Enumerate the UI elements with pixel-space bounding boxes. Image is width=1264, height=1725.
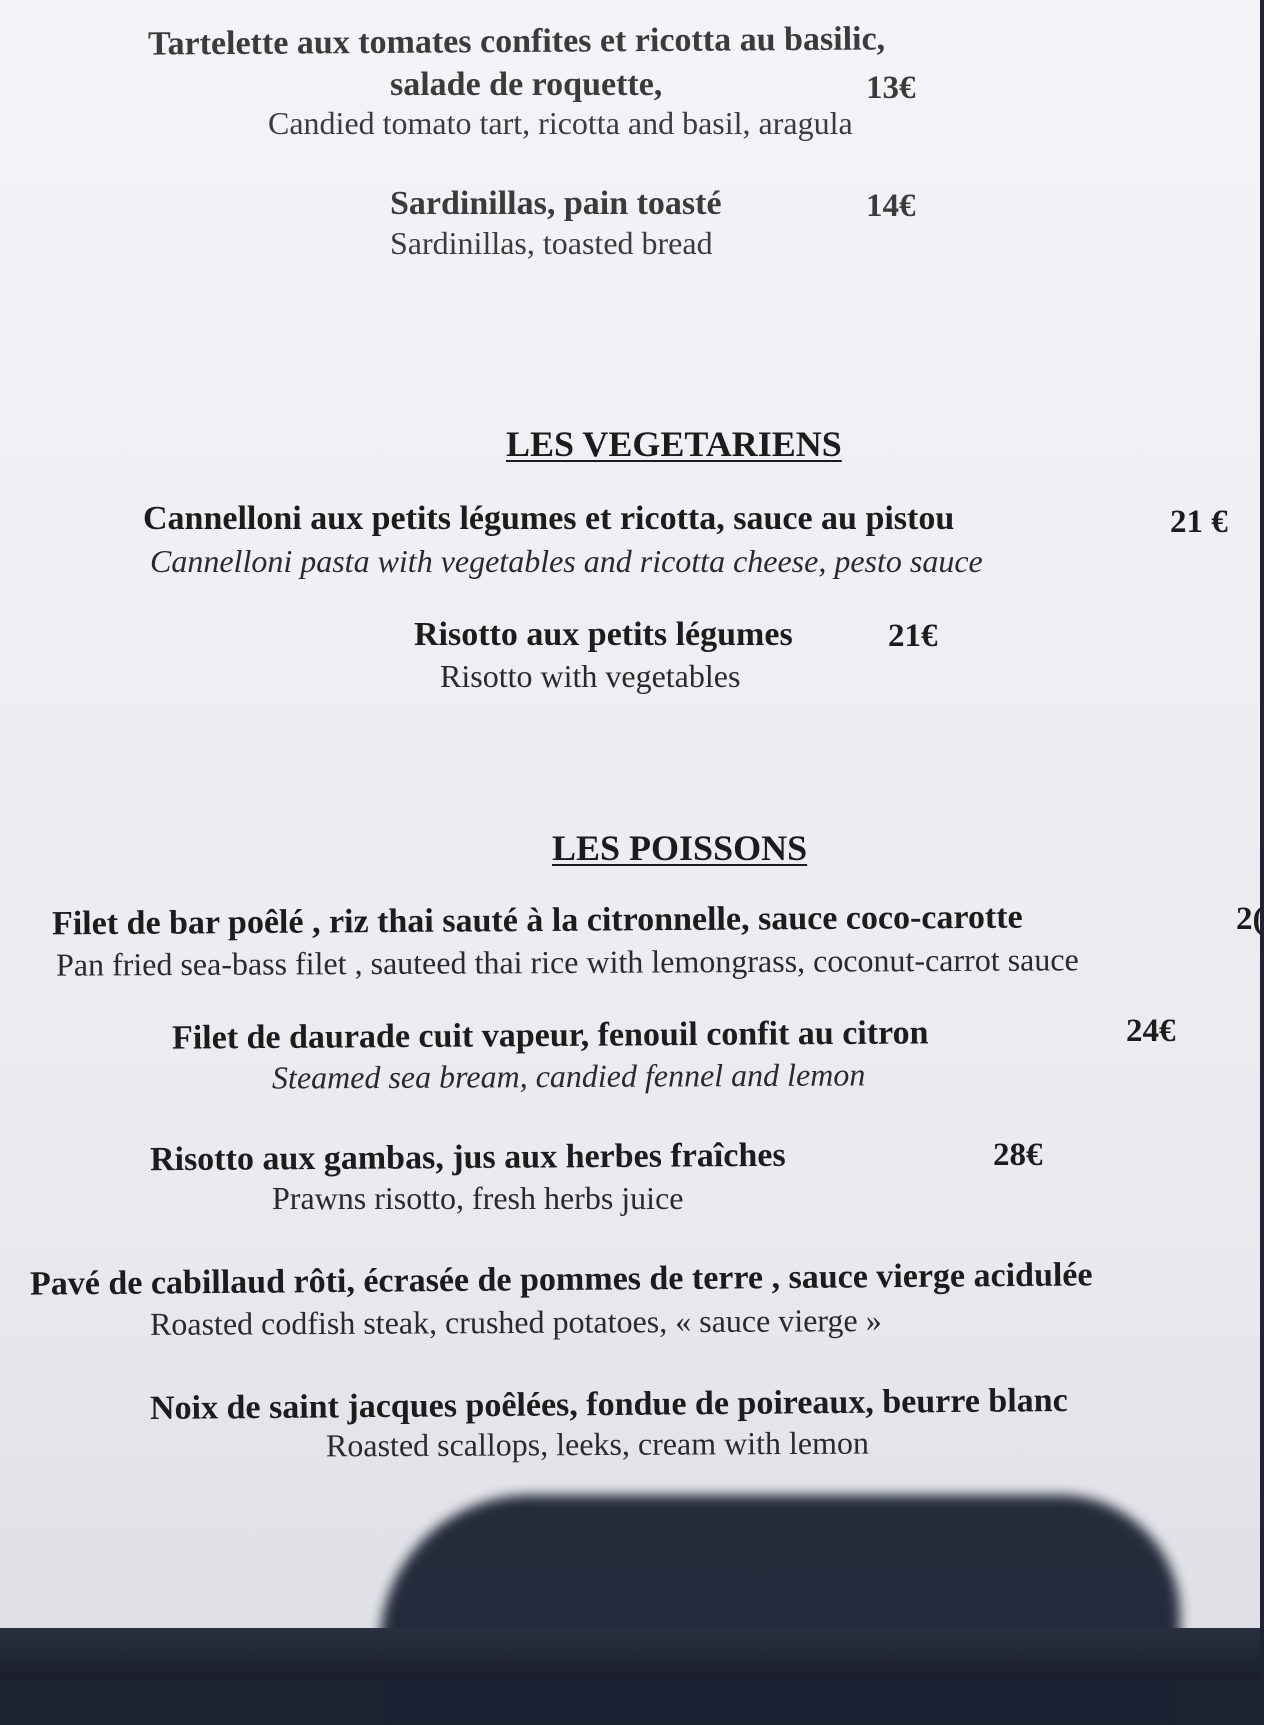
dish-price: 14€ (866, 188, 916, 224)
dish-name: Sardinillas, pain toasté (390, 185, 722, 222)
dish-translation: Roasted scallops, leeks, cream with lemon (325, 1424, 870, 1464)
dish-price: 21€ (888, 618, 938, 654)
section-title: LES POISSONS (552, 828, 808, 868)
dish-translation: Risotto with vegetables (440, 658, 741, 694)
dish-translation: Steamed sea bream, candied fennel and lemon (271, 1056, 866, 1096)
dish-name: Pavé de cabillaud rôti, écrasée de pommes de terre , sauce vierge acidulée (29, 1256, 1093, 1303)
hand-shadow (380, 1495, 1180, 1725)
page-fold-edge (0, 1628, 1260, 1680)
dish-price: 24€ (1126, 1013, 1176, 1049)
dish-price: 21 € (1170, 504, 1228, 540)
dish-name: Cannelloni aux petits légumes et ricotta, sauce au pistou (143, 500, 955, 537)
dish-name: Filet de daurade cuit vapeur, fenouil confit au citron (171, 1014, 929, 1057)
dish-translation: Cannelloni pasta with vegetables and ricotta cheese, pesto sauce (150, 543, 983, 579)
dish-price: 2( (1236, 901, 1264, 937)
dish-name: Tartelette aux tomates confites et ricotta au basilic, (147, 20, 886, 63)
dish-price: 13€ (866, 70, 916, 106)
dish-price: 28€ (993, 1137, 1043, 1173)
dish-name-continued: salade de roquette, (390, 66, 663, 103)
dish-translation: Prawns risotto, fresh herbs juice (272, 1180, 684, 1216)
section-title: LES VEGETARIENS (506, 424, 842, 464)
dish-name: Filet de bar poêlé , riz thai sauté à la citronnelle, sauce coco-carotte (51, 898, 1023, 943)
dish-name: Risotto aux petits légumes (414, 616, 793, 653)
dish-translation: Sardinillas, toasted bread (390, 225, 713, 261)
dish-translation: Pan fried sea-bass filet , sauteed thai rice with lemongrass, coconut-carrot sauce (55, 941, 1079, 983)
dish-translation: Candied tomato tart, ricotta and basil, aragula (268, 105, 853, 141)
dish-name: Risotto aux gambas, jus aux herbes fraîches (149, 1136, 786, 1179)
dish-name: Noix de saint jacques poêlées, fondue de poireaux, beurre blanc (149, 1381, 1068, 1428)
dish-translation: Roasted codfish steak, crushed potatoes, « sauce vierge » (149, 1302, 882, 1342)
